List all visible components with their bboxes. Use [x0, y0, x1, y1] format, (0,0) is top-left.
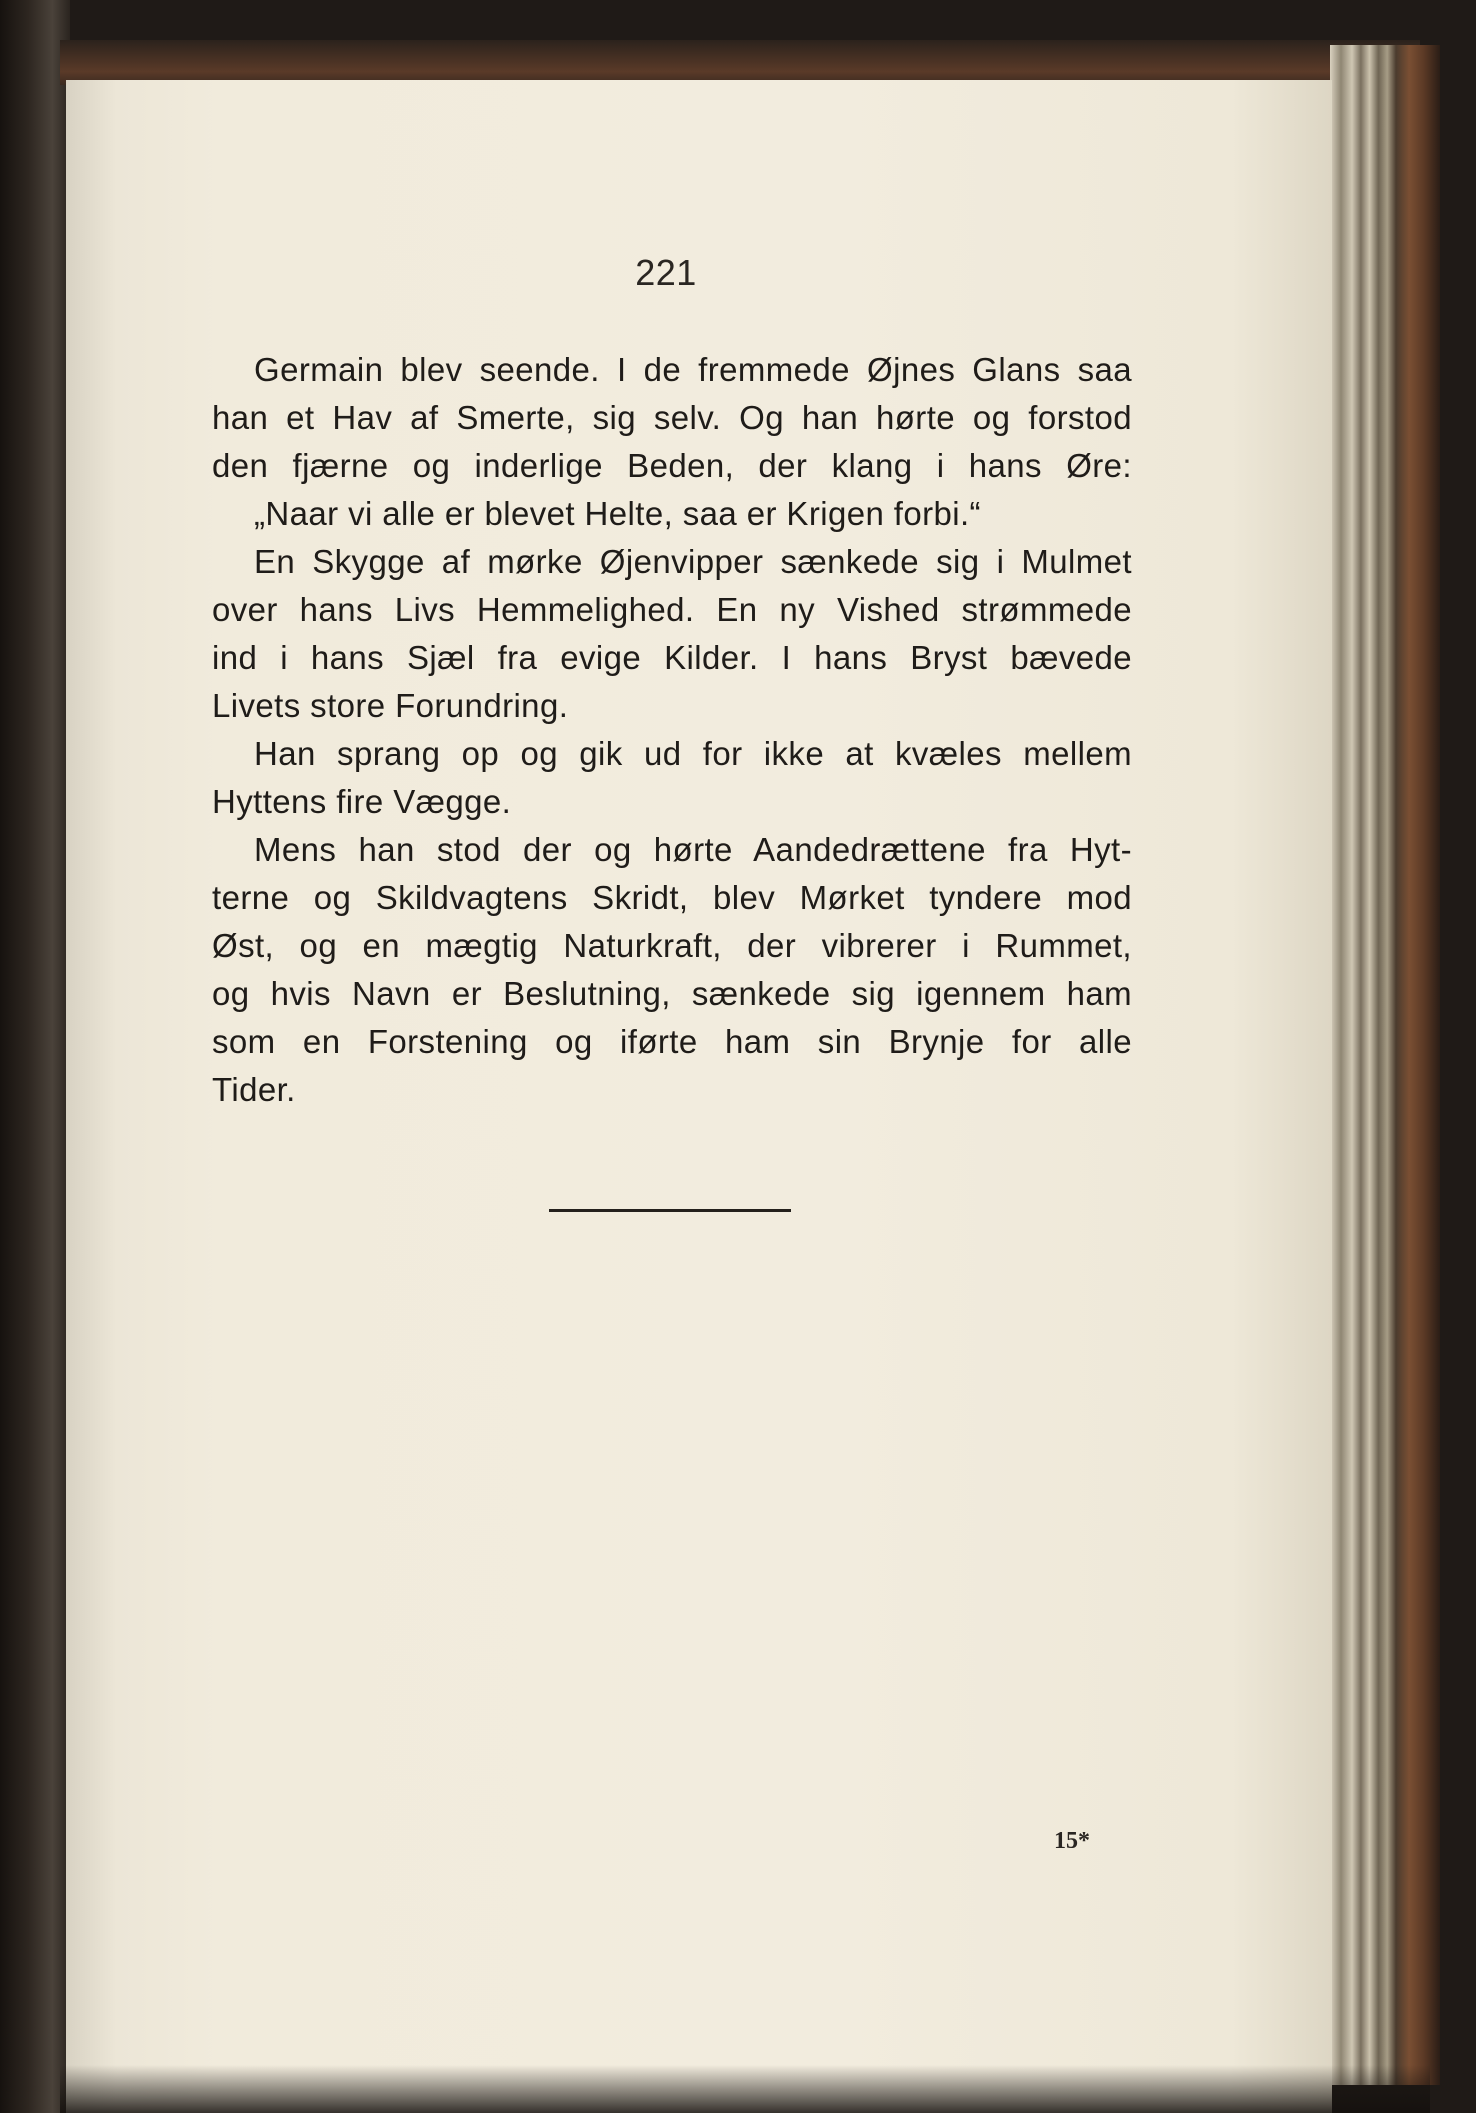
printer-signature-mark: 15* [1054, 1828, 1090, 1854]
book-page [66, 80, 1332, 2113]
text-line: og hvis Navn er Beslutning, sænkede sig igennem ham [212, 975, 1132, 1012]
page-number: 221 [635, 252, 697, 293]
bottom-shadow [60, 2065, 1430, 2113]
text-line: Livets store Forundring. [212, 687, 569, 724]
book-cover-top-edge [60, 40, 1420, 85]
section-divider-rule [549, 1209, 791, 1212]
book-page-edges-right [1330, 45, 1440, 2085]
text-line: Germain blev seende. I de fremmede Øjnes Glans saa [254, 351, 1132, 388]
text-line: En Skygge af mørke Øjenvipper sænkede sig i Mulmet [254, 543, 1132, 580]
text-line: Tider. [212, 1071, 296, 1108]
book-spine-left [0, 0, 70, 2113]
text-line: Øst, og en mægtig Naturkraft, der vibrerer i Rummet, [212, 927, 1132, 964]
text-line: terne og Skildvagtens Skridt, blev Mørket tyndere mod [212, 879, 1132, 916]
text-line: Hyttens fire Vægge. [212, 783, 512, 820]
text-line: Han sprang op og gik ud for ikke at kvæles mellem [254, 735, 1132, 772]
text-line: som en Forstening og iførte ham sin Brynje for alle [212, 1023, 1132, 1060]
text-line: den fjærne og inderlige Beden, der klang i hans Øre: [212, 447, 1132, 484]
body-text [212, 346, 1132, 1114]
text-line: Mens han stod der og hørte Aandedrættene fra Hyt- [254, 831, 1132, 868]
text-line: ind i hans Sjæl fra evige Kilder. I hans Bryst bævede [212, 639, 1132, 676]
text-line: „Naar vi alle er blevet Helte, saa er Krigen forbi.“ [254, 495, 981, 532]
text-line: han et Hav af Smerte, sig selv. Og han hørte og forstod [212, 399, 1132, 436]
text-line: over hans Livs Hemmelighed. En ny Vished strømmede [212, 591, 1132, 628]
